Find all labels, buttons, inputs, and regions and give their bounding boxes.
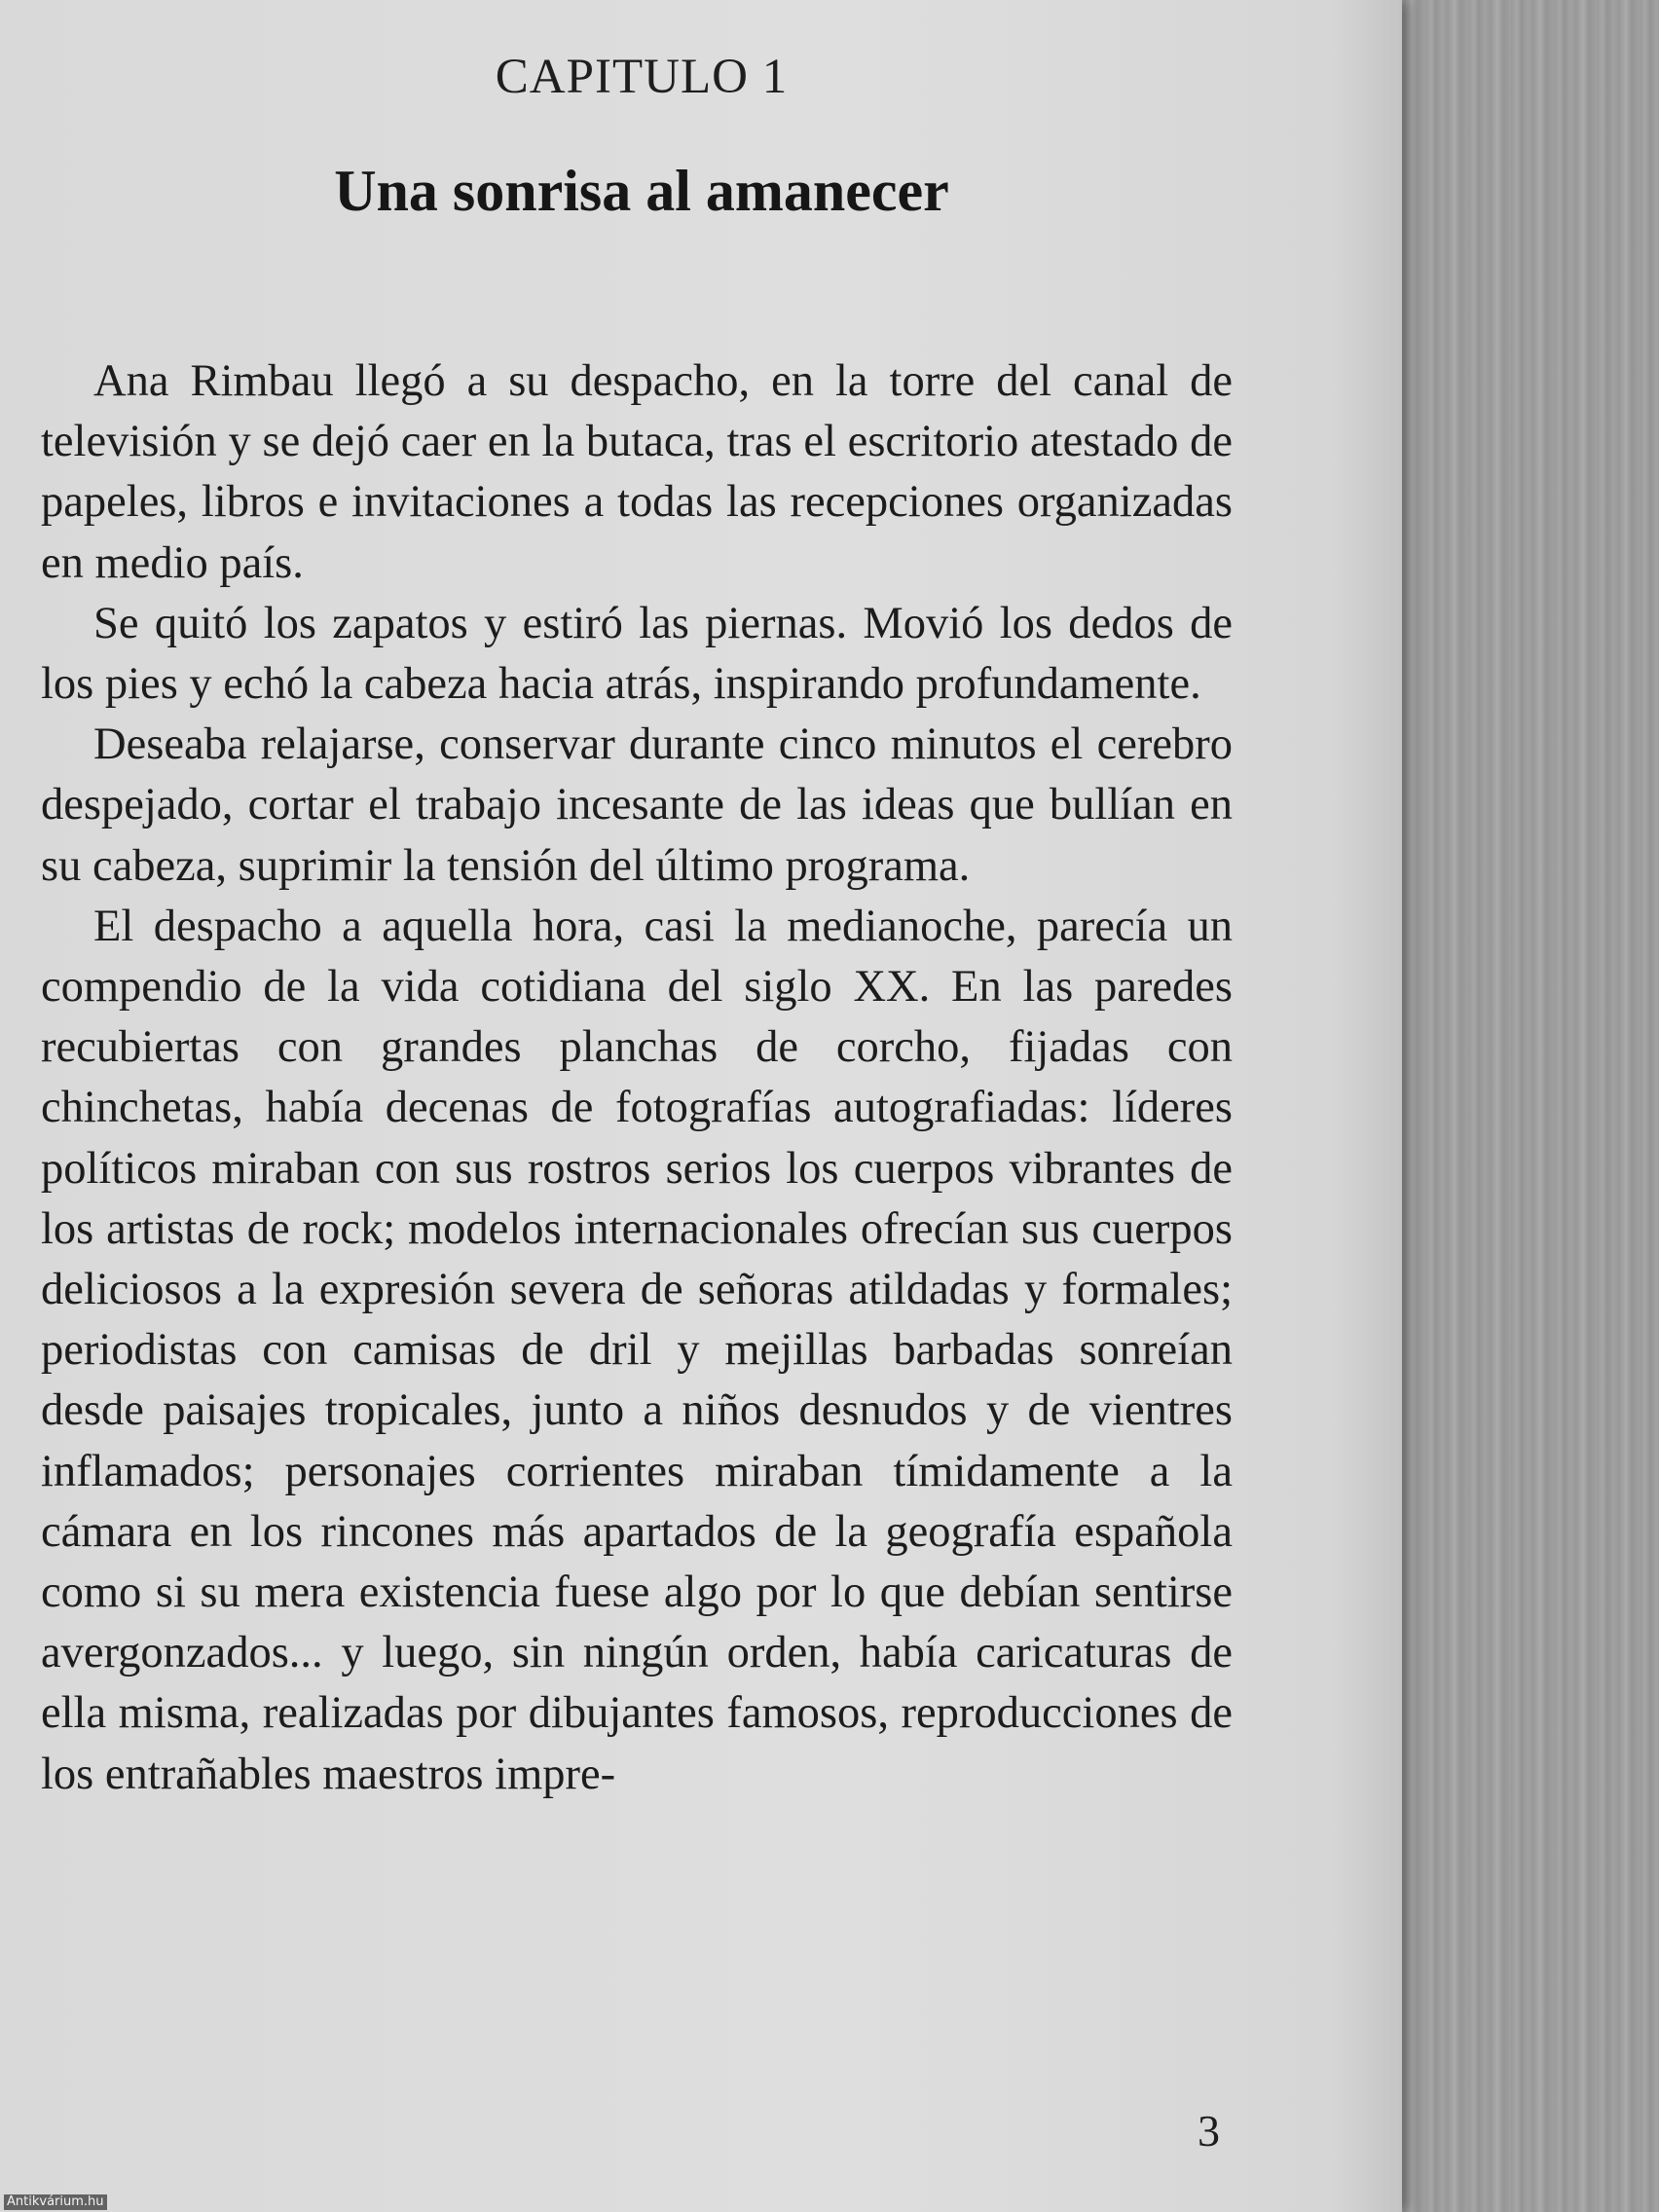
paragraph: Ana Rimbau llegó a su despacho, en la torre del canal de televisión y se dejó caer en la butaca, tras el escritorio atestado de papeles, libros e invitaciones a todas las recepciones organizadas en medio país. [41, 356, 1233, 588]
paragraph: Deseaba relajarse, conservar durante cinco minutos el cerebro despejado, cortar el trabajo incesante de las ideas que bullían en su cabeza, suprimir la tensión del último programa. [41, 719, 1233, 891]
paragraph: El despacho a aquella hora, casi la medianoche, parecía un compendio de la vida cotidiana del siglo XX. En las paredes recubiertas con grandes planchas de corcho, fijadas con chinchetas, había decenas de fotografías autografiadas: líderes políticos miraban con sus rostros serios los cuerpos vibrantes de los artistas de rock; modelos internacionales ofrecían sus cuerpos deliciosos a la expresión severa de señoras atildadas y formales; periodistas con camisas de dril y mejillas barbadas sonreían desde paisajes tropicales, junto a niños desnudos y de vientres inflamados; personajes corrientes miraban tímidamente a la cámara en los rincones más apartados de la geografía española como si su mera existencia fuese algo por lo que debían sentirse avergonzados... y luego, sin ningún orden, había caricaturas de ella misma, realizadas por dibujantes famosos, reproducciones de los entrañables maestros impre- [41, 901, 1233, 1799]
chapter-title: Una sonrisa al amanecer [334, 159, 949, 223]
background-surface [1382, 0, 1659, 2212]
chapter-label: CAPITULO 1 [495, 50, 789, 104]
watermark: Antikvárium.hu [4, 2194, 107, 2210]
page-number: 3 [1198, 2106, 1220, 2156]
paragraph: Se quitó los zapatos y estiró las piernas. Movió los dedos de los pies y echó la cabeza hacia atrás, inspirando profundamente. [41, 598, 1233, 710]
body-text [41, 351, 1233, 1805]
